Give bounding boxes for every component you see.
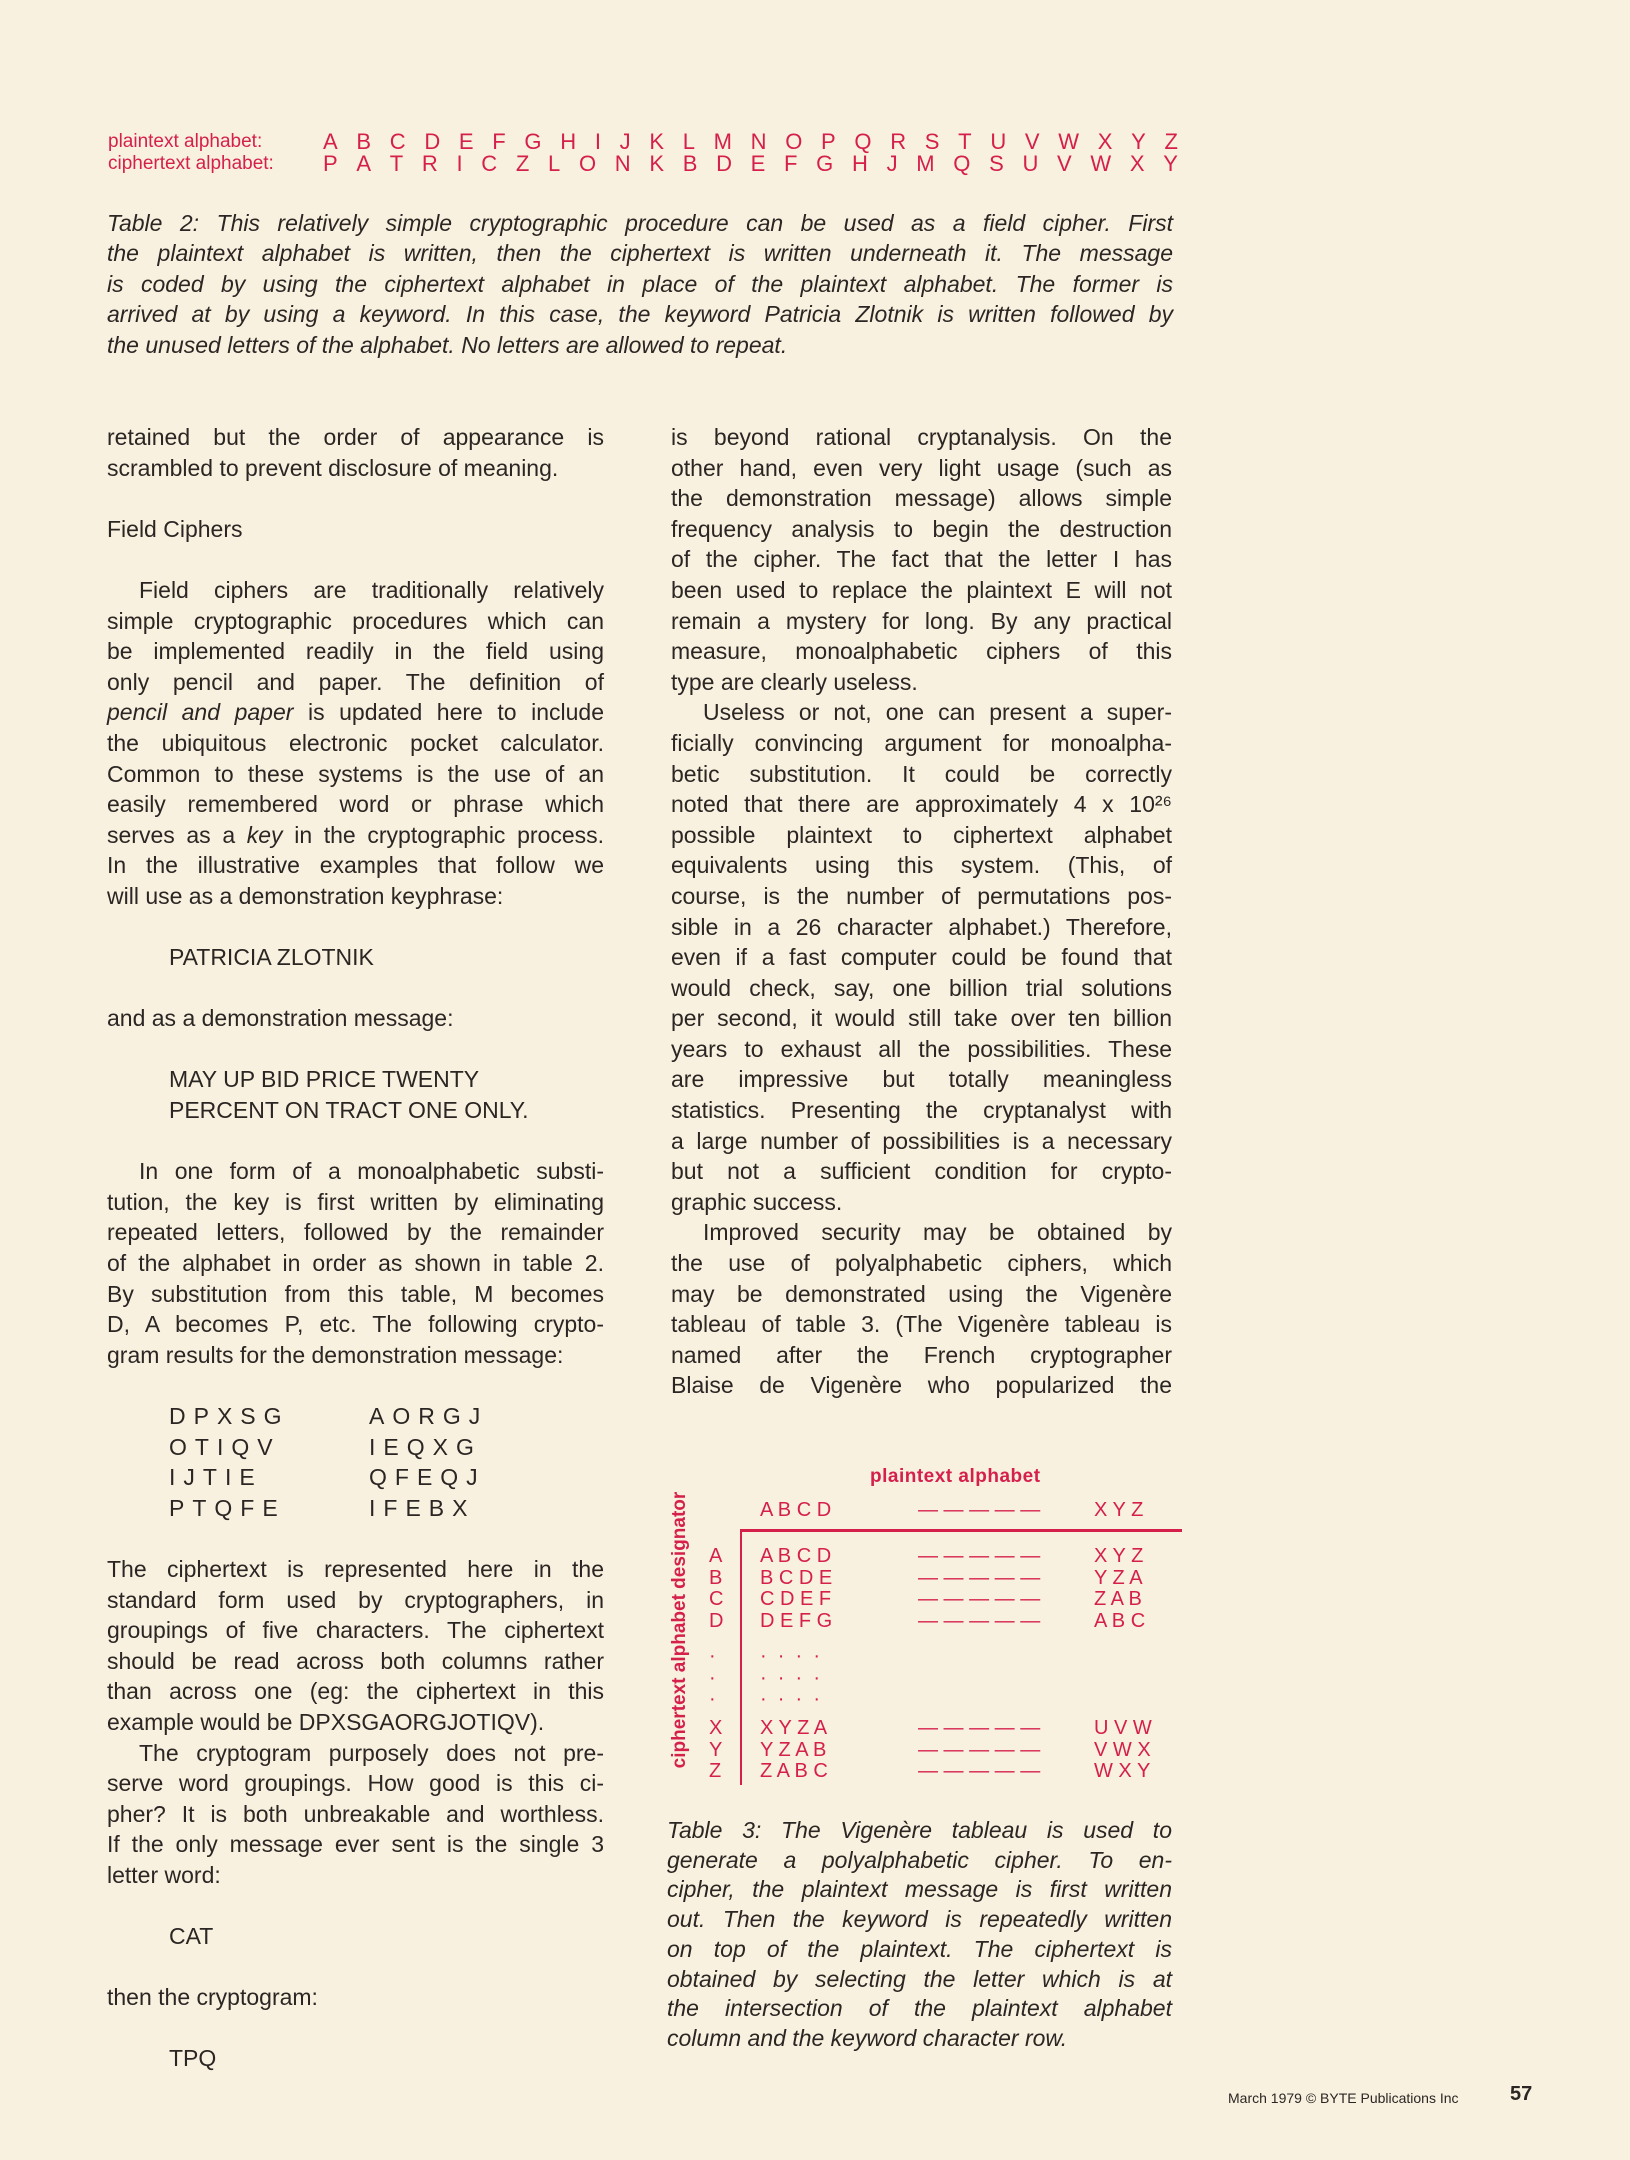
alphabet-letter: Q [953,151,971,176]
spacer [107,1126,604,1157]
text-line: type are clearly useless. [671,668,918,695]
text-line: will use as a demonstration keyphrase: [107,882,504,909]
text-line: easily remembered word or phrase which [107,791,604,818]
alphabet-letter: O [785,129,803,154]
cipher-group: QFEQJ [369,1464,486,1491]
text-line: By substitution from this table, M becomes [107,1280,604,1307]
right-column [671,422,1172,1401]
text-line: retained but the order of appearance is [107,424,604,450]
text-line: letter word: [107,1861,221,1888]
text-line: of the cipher. The fact that the letter I has [671,546,1172,573]
page-number: 57 [1510,2083,1533,2105]
row-end-letters: W X Y [1094,1760,1151,1782]
cipher-group: OTIQV [169,1433,281,1460]
section-heading: Field Ciphers [107,515,243,542]
row-designator: · [709,1688,716,1710]
row-start-letters: B C D E [760,1567,833,1589]
row-designator: X [709,1717,723,1739]
table3-horizontal-rule [740,1529,1182,1532]
text-line: serves as a key in the cryptographic process. [107,821,604,848]
display-line: CAT [169,1923,214,1950]
alphabet-letter: N [614,151,631,176]
alphabet-letter: J [619,129,631,154]
table3-column-title: plaintext alphabet [870,1466,1041,1487]
text-line: other hand, even very light usage (such as [671,454,1172,481]
paragraph [107,1003,604,1034]
row-designator: B [709,1567,723,1589]
row-designator: · [709,1645,716,1667]
text-line: D, A becomes P, etc. The following crypto- [107,1311,604,1338]
text-line: obtained by selecting the letter which is at [667,1965,1172,1992]
paragraph [107,1554,604,1738]
alphabet-letter: B [356,129,372,154]
text-line: are impressive but totally meaningless [671,1066,1172,1093]
cipher-group: AORGJ [369,1403,489,1429]
text-line: In the illustrative examples that follow we [107,852,604,879]
alphabet-letter: N [750,129,767,154]
alphabet-letter: I [594,129,601,154]
spacer [107,912,604,943]
cipher-group: PTQFE [169,1494,286,1521]
table3-header-end: X Y Z [1094,1499,1144,1521]
row-dashes: — — — — — [918,1717,1041,1739]
cryptogram-row [107,1401,604,1432]
spacer [107,1034,604,1065]
alphabet-letter: Z [515,151,530,176]
row-start-letters: Y Z A B [760,1739,827,1761]
text-line: simple cryptographic procedures which can [107,607,604,634]
text-line: pencil and paper is updated here to include [107,699,604,726]
text-line: of the alphabet in order as shown in table 2. [107,1250,604,1277]
table2-caption [107,208,1173,360]
text-line: per second, it would still take over ten billion [671,1005,1172,1032]
cipher-group: IEQXG [369,1433,482,1460]
table3-row-title: ciphertext alphabet designator [669,1491,690,1769]
text-line: equivalents using this system. (This, of [671,852,1172,879]
alphabet-letter: D [424,129,441,154]
paragraph [671,1217,1172,1401]
text-line: may be demonstrated using the Vigenère [671,1280,1172,1307]
text-line: Improved security may be obtained by [703,1219,1172,1246]
text-line: repeated letters, followed by the remainder [107,1219,604,1246]
alphabet-letter: W [1058,129,1080,154]
alphabet-letter: E [458,129,474,154]
spacer [107,1952,604,1983]
alphabet-letter: Y [1131,129,1146,154]
spacer [107,973,604,1004]
text-line: measure, monoalphabetic ciphers of this [671,638,1172,665]
ciphertext-letters [323,151,1178,177]
text-line: Useless or not, one can present a super- [703,699,1172,726]
row-dashes: — — — — — [918,1760,1041,1782]
alphabet-letter: S [989,151,1004,176]
text-line: In one form of a monoalphabetic substi- [139,1158,604,1185]
text-line: is beyond rational cryptanalysis. On the [671,424,1172,450]
text-line: betic substitution. It could be correctly [671,760,1172,787]
row-dashes: — — — — — [918,1567,1041,1589]
text-line: standard form used by cryptographers, in [107,1586,604,1613]
text-line: The ciphertext is represented here in the [107,1555,604,1582]
spacer [107,1370,604,1401]
row-dashes: — — — — — [918,1610,1041,1632]
cryptogram-row [107,1493,604,1524]
text-line: named after the French cryptographer [671,1341,1172,1368]
text-line: then the cryptogram: [107,1984,318,2011]
alphabet-letter: L [682,129,695,154]
row-designator: D [709,1610,724,1632]
text-line: ficially convincing argument for monoalpha- [671,729,1172,756]
alphabet-letter: S [924,129,940,154]
text-line: out. Then the keyword is repeatedly written [667,1906,1172,1933]
alphabet-letter: K [649,151,665,176]
text-line: on top of the plaintext. The ciphertext is [667,1935,1172,1962]
table3-caption [667,1816,1172,2054]
row-end-letters: X Y Z [1094,1545,1144,1567]
left-column [107,422,604,2074]
ciphertext-alphabet-row [108,149,1178,179]
text-line: Blaise de Vigenère who popularized the [671,1372,1172,1399]
alphabet-letter: M [713,129,732,154]
alphabet-letter: O [578,151,597,176]
alphabet-letter: F [492,129,506,154]
alphabet-letter: A [323,129,338,154]
text-line: and as a demonstration message: [107,1005,454,1032]
row-designator: Y [709,1739,723,1761]
row-designator: A [709,1545,723,1567]
text-line: Table 3: The Vigenère tableau is used to [667,1817,1172,1843]
alphabet-letter: V [1057,151,1072,176]
row-dashes: — — — — — [918,1739,1041,1761]
alphabet-letter: H [560,129,577,154]
text-line: tableau of table 3. (The Vigenère tableau is [671,1311,1172,1338]
text-line: possible plaintext to ciphertext alphabet [671,821,1172,848]
alphabet-letter: Z [1164,129,1178,154]
alphabet-letter: T [389,151,404,176]
text-line: frequency analysis to begin the destruction [671,515,1172,542]
alphabet-letter: V [1024,129,1040,154]
emphasis: pencil and paper [107,699,294,726]
paragraph [671,422,1172,697]
text-line: graphic success. [671,1188,843,1215]
row-start-letters: Z A B C [760,1760,828,1782]
alphabet-letter: T [958,129,972,154]
text-line: than across one (eg: the ciphertext in this [107,1678,604,1705]
row-start-letters: · · · · [760,1688,820,1710]
text-line: column and the keyword character row. [667,2024,1068,2051]
row-end-letters: A B C [1094,1610,1146,1632]
cipher-group: IJTIE [169,1464,263,1491]
plaintext-alphabet-label: plaintext alphabet: [108,131,263,152]
text-line: years to exhaust all the possibilities. These [671,1035,1172,1062]
spacer [107,483,604,514]
table3-vertical-rule [740,1530,742,1785]
text-line: groupings of five characters. The ciphertext [107,1617,604,1644]
display-line: PERCENT ON TRACT ONE ONLY. [169,1097,529,1124]
alphabet-letter: U [990,129,1007,154]
display-line: MAY UP BID PRICE TWENTY [169,1066,480,1093]
row-start-letters: A B C D [760,1545,832,1567]
text-line: example would be DPXSGAORGJOTIQV). [107,1708,545,1735]
alphabet-letter: G [816,151,834,176]
text-line: scrambled to prevent disclosure of meaning. [107,454,559,481]
row-designator: Z [709,1760,722,1782]
spacer [107,2013,604,2044]
text-line: sible in a 26 character alphabet.) Therefore, [671,913,1172,940]
paragraph [107,575,604,912]
cryptogram-row [107,1432,604,1463]
text-line: should be read across both columns rather [107,1647,604,1674]
alphabet-letter: Q [854,129,872,154]
text-line: serve word groupings. How good is this ci- [107,1770,604,1797]
row-start-letters: C D E F [760,1588,832,1610]
spacer [107,1891,604,1922]
row-dashes: — — — — — [918,1588,1041,1610]
spacer [107,544,604,575]
alphabet-letter: P [821,129,836,154]
text-line: been used to replace the plaintext E will not [671,576,1172,603]
row-end-letters: U V W [1094,1717,1152,1739]
alphabet-letter: C [481,151,498,176]
text-line: pher? It is both unbreakable and worthless. [107,1800,604,1827]
alphabet-letter: Y [1163,151,1178,176]
paragraph [107,1982,604,2013]
alphabet-letter: C [389,129,406,154]
row-end-letters: Z A B [1094,1588,1142,1610]
alphabet-letter: J [886,151,898,176]
emphasis: key [246,821,283,848]
text-line: only pencil and paper. The definition of [107,668,604,695]
cipher-group: DPXSG [169,1403,290,1429]
cipher-group: IFEBX [369,1494,476,1521]
alphabet-letter: H [851,151,868,176]
row-end-letters: Y Z A [1094,1567,1143,1589]
text-line: the ubiquitous electronic pocket calculator. [107,729,604,756]
text-line: a large number of possibilities is a necessary [671,1127,1172,1154]
display-line: PATRICIA ZLOTNIK [169,944,374,971]
text-line: tution, the key is first written by eliminating [107,1188,604,1215]
text-line: the use of polyalphabetic ciphers, which [671,1250,1172,1277]
row-start-letters: · · · · [760,1645,820,1667]
alphabet-letter: D [716,151,732,176]
paragraph [107,208,1173,360]
display-line: TPQ [169,2045,217,2072]
row-end-letters: V W X [1094,1739,1151,1761]
paragraph [671,697,1172,1217]
alphabet-letter: W [1090,151,1112,176]
text-line: remain a mystery for long. By any practical [671,607,1172,634]
text-line: the unused letters of the alphabet. No letters are allowed to repeat. [107,331,788,358]
text-line: The cryptogram purposely does not pre- [139,1739,604,1766]
text-line: the intersection of the plaintext alphabet [667,1995,1172,2022]
text-line: statistics. Presenting the cryptanalyst with [671,1097,1172,1124]
alphabet-letter: A [356,151,372,176]
alphabet-letter: K [649,129,664,154]
alphabet-letter: B [682,151,698,176]
spacer [107,1523,604,1554]
text-line: would check, say, one billion trial solutions [671,974,1172,1001]
alphabet-letter: P [323,151,338,176]
text-line: gram results for the demonstration message: [107,1341,564,1368]
text-line: arrived at by using a keyword. In this case, the keyword Patricia Zlotnik is written followed by [107,301,1173,328]
text-line: noted that there are approximately 4 x 10²⁶ [671,791,1172,818]
alphabet-letter: X [1097,129,1113,154]
alphabet-letter: M [916,151,935,176]
row-start-letters: · · · · [760,1667,820,1689]
text-line: Field ciphers are traditionally relatively [139,576,604,603]
text-line: but not a sufficient condition for crypto- [671,1158,1172,1185]
text-line: even if a fast computer could be found that [671,944,1172,971]
alphabet-letter: G [524,129,542,154]
text-line: course, is the number of permutations pos- [671,882,1172,909]
alphabet-letter: I [456,151,463,176]
alphabet-letter: R [421,151,438,176]
paragraph [667,1816,1172,2054]
alphabet-letter: E [750,151,766,176]
row-designator: · [709,1667,716,1689]
text-line: cipher, the plaintext message is first written [667,1876,1172,1903]
text-line: be implemented readily in the field using [107,638,604,665]
text-line: Common to these systems is the use of an [107,760,604,787]
paragraph [107,1738,604,1891]
text-line: Table 2: This relatively simple cryptographic procedure can be used as a field cipher. First [107,210,1173,236]
text-line: the plaintext alphabet is written, then the ciphertext is written underneath it. The message [107,240,1173,267]
alphabet-letter: X [1129,151,1145,176]
text-line: If the only message ever sent is the single 3 [107,1831,604,1858]
row-dashes: — — — — — [918,1545,1041,1567]
alphabet-letter: L [548,151,561,176]
row-designator: C [709,1588,724,1610]
text-line: generate a polyalphabetic cipher. To en- [667,1846,1172,1873]
paragraph [107,422,604,483]
paragraph [107,1156,604,1370]
text-line: the demonstration message) allows simple [671,485,1172,512]
alphabet-letter: R [890,129,907,154]
alphabet-letter: U [1022,151,1039,176]
table3-header-start: A B C D [760,1499,832,1521]
ciphertext-alphabet-label: ciphertext alphabet: [108,153,274,174]
footer-credit: March 1979 © BYTE Publications Inc [1228,2090,1459,2106]
cryptogram-row [107,1462,604,1493]
alphabet-letter: F [784,151,798,176]
text-line: is coded by using the ciphertext alphabet in place of the plaintext alphabet. The former is [107,270,1173,297]
row-start-letters: X Y Z A [760,1717,828,1739]
table3-header-dashes: — — — — — [918,1499,1041,1521]
row-start-letters: D E F G [760,1610,833,1632]
